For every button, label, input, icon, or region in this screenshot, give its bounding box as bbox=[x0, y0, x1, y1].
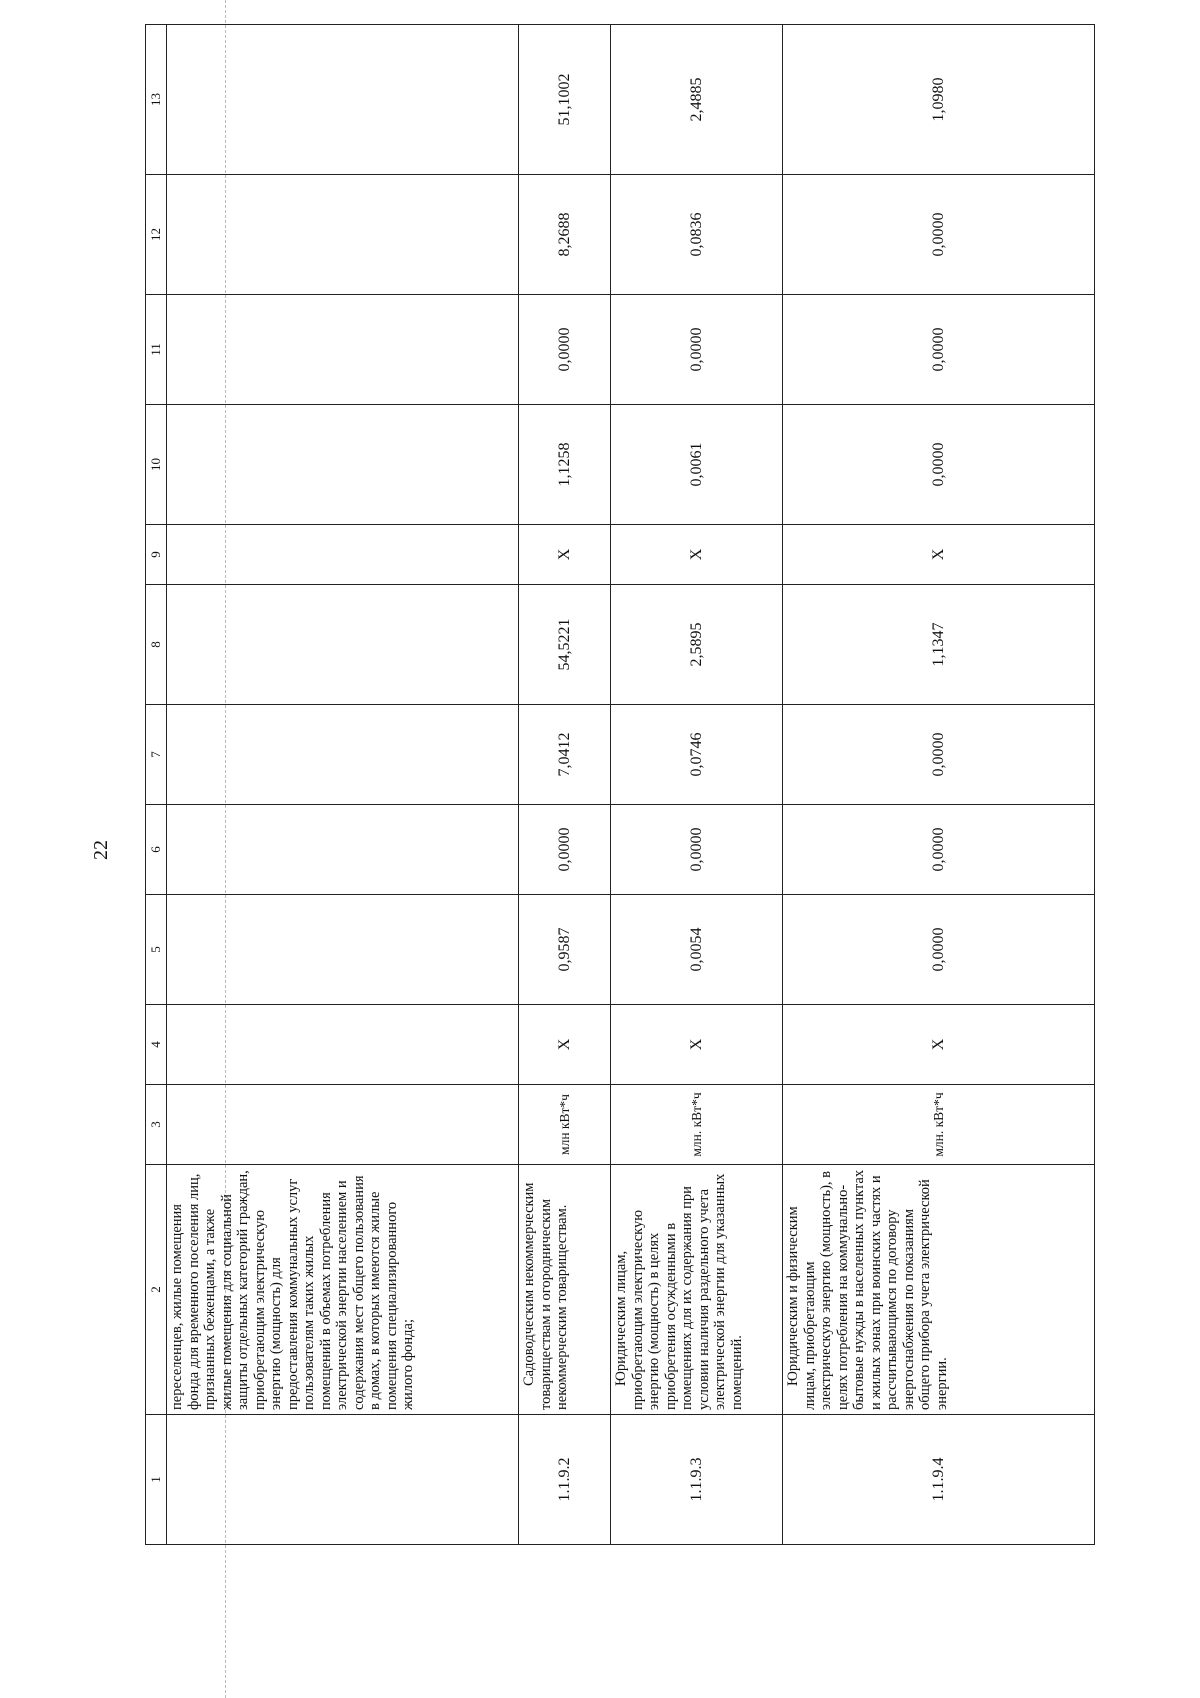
row-code: 1.1.9.4 bbox=[783, 1415, 1095, 1545]
table-row bbox=[519, 25, 611, 1545]
cell-col12 bbox=[167, 175, 519, 295]
cell-col4: X bbox=[519, 1005, 611, 1085]
header-cell: 10 bbox=[146, 405, 167, 525]
row-code bbox=[167, 1415, 519, 1545]
cell-col7 bbox=[167, 705, 519, 805]
cell-col13: 51,1002 bbox=[519, 25, 611, 175]
row-unit: млн. кВт*ч bbox=[611, 1085, 783, 1165]
cell-col10: 0,0061 bbox=[611, 405, 783, 525]
cell-col6: 0,0000 bbox=[783, 805, 1095, 895]
cell-col13: 2,4885 bbox=[611, 25, 783, 175]
cell-col4: X bbox=[783, 1005, 1095, 1085]
cell-col9: X bbox=[611, 525, 783, 585]
row-description: переселенцев, жилые помещения фонда для временного поселения лиц, признанных беженцами, а также жилые помещения для социальной защиты отдельных категорий граждан, приобретающим электрическую энергию (мощность) для предоставления коммунальных услуг пользователям таких жилых помещений в объемах потребления электрической энергии населением и содержания мест общего пользования в домах, в которых имеются жилые помещения специализированного жилого фонда; bbox=[167, 1165, 519, 1415]
cell-col11: 0,0000 bbox=[519, 295, 611, 405]
cell-col9: X bbox=[519, 525, 611, 585]
cell-col8: 1,1347 bbox=[783, 585, 1095, 705]
cell-col10: 0,0000 bbox=[783, 405, 1095, 525]
cell-col12: 0,0836 bbox=[611, 175, 783, 295]
page-number: 22 bbox=[90, 840, 112, 860]
cell-col4: X bbox=[611, 1005, 783, 1085]
header-cell: 7 bbox=[146, 705, 167, 805]
header-cell: 3 bbox=[146, 1085, 167, 1165]
cell-col4 bbox=[167, 1005, 519, 1085]
table-row bbox=[167, 25, 519, 1545]
cell-col6: 0,0000 bbox=[611, 805, 783, 895]
cell-col7: 7,0412 bbox=[519, 705, 611, 805]
cell-col8: 2,5895 bbox=[611, 585, 783, 705]
header-cell: 9 bbox=[146, 525, 167, 585]
row-description: Садоводческим некоммерческим товариществам и огородническим некоммерческим товариществам. bbox=[519, 1165, 611, 1415]
cell-col8 bbox=[167, 585, 519, 705]
row-unit: млн кВт*ч bbox=[519, 1085, 611, 1165]
cell-col9 bbox=[167, 525, 519, 585]
header-cell: 2 bbox=[146, 1165, 167, 1415]
header-cell: 12 bbox=[146, 175, 167, 295]
tariff-table-rotated bbox=[145, 25, 1095, 1545]
row-description: Юридическим лицам, приобретающим электрическую энергию (мощность) в целях приобретения осужденными в помещениях для их содержания при условии наличия раздельного учета электрической энергии для указанных помещений. bbox=[611, 1165, 783, 1415]
cell-col11 bbox=[167, 295, 519, 405]
row-description: Юридическим и физическим лицам, приобретающим электрическую энергию (мощность), в целях потребления на коммунально-бытовые нужды в населенных пунктах и жилых зонах при воинских частях и рассчитывающимся по договору энергоснабжения по показаниям общего прибора учета электрической энергии. bbox=[783, 1165, 1095, 1415]
cell-col9: X bbox=[783, 525, 1095, 585]
cell-col10: 1,1258 bbox=[519, 405, 611, 525]
header-cell: 13 bbox=[146, 25, 167, 175]
row-unit: млн. кВт*ч bbox=[783, 1085, 1095, 1165]
cell-col5: 0,9587 bbox=[519, 895, 611, 1005]
header-cell: 11 bbox=[146, 295, 167, 405]
cell-col12: 8,2688 bbox=[519, 175, 611, 295]
cell-col8: 54,5221 bbox=[519, 585, 611, 705]
header-cell: 6 bbox=[146, 805, 167, 895]
header-cell: 4 bbox=[146, 1005, 167, 1085]
cell-col10 bbox=[167, 405, 519, 525]
row-code: 1.1.9.2 bbox=[519, 1415, 611, 1545]
cell-col12: 0,0000 bbox=[783, 175, 1095, 295]
cell-col5 bbox=[167, 895, 519, 1005]
header-cell: 8 bbox=[146, 585, 167, 705]
column-number-row bbox=[146, 25, 167, 1545]
table-row bbox=[611, 25, 783, 1545]
cell-col6: 0,0000 bbox=[519, 805, 611, 895]
table-row bbox=[783, 25, 1095, 1545]
cell-col5: 0,0054 bbox=[611, 895, 783, 1005]
cell-col7: 0,0000 bbox=[783, 705, 1095, 805]
cell-col13 bbox=[167, 25, 519, 175]
cell-col7: 0,0746 bbox=[611, 705, 783, 805]
header-cell: 1 bbox=[146, 1415, 167, 1545]
cell-col11: 0,0000 bbox=[783, 295, 1095, 405]
cell-col5: 0,0000 bbox=[783, 895, 1095, 1005]
row-code: 1.1.9.3 bbox=[611, 1415, 783, 1545]
header-cell: 5 bbox=[146, 895, 167, 1005]
row-unit bbox=[167, 1085, 519, 1165]
cell-col6 bbox=[167, 805, 519, 895]
cell-col11: 0,0000 bbox=[611, 295, 783, 405]
cell-col13: 1,0980 bbox=[783, 25, 1095, 175]
tariff-table bbox=[145, 24, 1095, 1545]
